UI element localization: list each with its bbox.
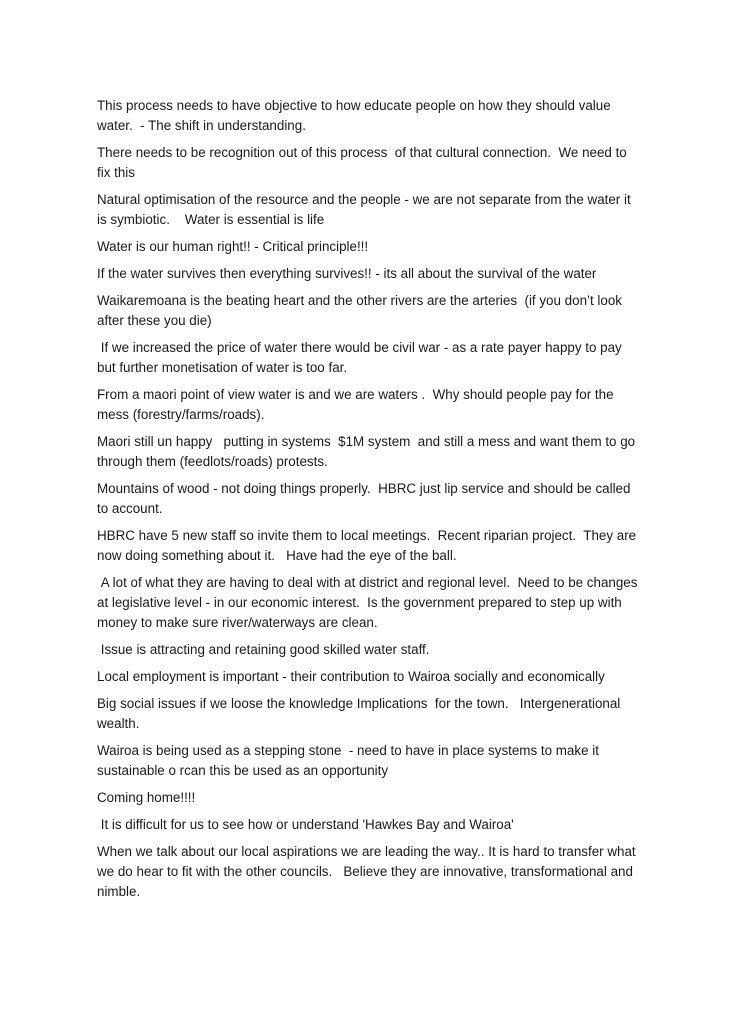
paragraph: If the water survives then everything survives!! - its all about the survival of the water	[97, 266, 597, 281]
paragraph: HBRC have 5 new staff so invite them to local meetings. Recent riparian project. They are now doing something about it. Have had the eye of the ball.	[97, 528, 640, 563]
paragraph: This process needs to have objective to how educate people on how they should value water. - The shift in understanding.	[97, 98, 615, 133]
paragraph: It is difficult for us to see how or understand 'Hawkes Bay and Wairoa'	[97, 817, 514, 832]
paragraph: Water is our human right!! - Critical principle!!!	[97, 239, 369, 254]
paragraph: Natural optimisation of the resource and the people - we are not separate from the water it is symbiotic. Water is essential is life	[97, 192, 635, 227]
paragraph: Mountains of wood - not doing things properly. HBRC just lip service and should be called to account.	[97, 481, 635, 516]
paragraph: Waikaremoana is the beating heart and the other rivers are the arteries (if you don’t look after these you die)	[97, 293, 626, 328]
paragraph: Coming home!!!!	[97, 790, 196, 805]
paragraph: Big social issues if we loose the knowledge Implications for the town. Intergenerational wealth.	[97, 696, 624, 731]
paragraph: Maori still un happy putting in systems $1M system and still a mess and want them to go through them (feedlots/roads) protests.	[97, 434, 639, 469]
paragraph: Issue is attracting and retaining good skilled water staff.	[97, 642, 430, 657]
paragraph: From a maori point of view water is and we are waters . Why should people pay for the mess (forestry/farms/roads).	[97, 387, 618, 422]
paragraph: If we increased the price of water there would be civil war - as a rate payer happy to pay but further monetisation of water is too far.	[97, 340, 626, 375]
paragraph: Local employment is important - their contribution to Wairoa socially and economically	[97, 669, 605, 684]
document-body	[97, 96, 642, 909]
paragraph: A lot of what they are having to deal with at district and regional level. Need to be changes at legislative level - in our economic interest. Is the government prepared to step up with money to make sure river/waterways are clean.	[97, 575, 642, 630]
paragraph: When we talk about our local aspirations we are leading the way.. It is hard to transfer what we do hear to fit with the other councils. Believe they are innovative, transformational and nimble.	[97, 844, 640, 899]
paragraph: Wairoa is being used as a stepping stone - need to have in place systems to make it sustainable o rcan this be used as an opportunity	[97, 743, 603, 778]
paragraph: There needs to be recognition out of this process of that cultural connection. We need to fix this	[97, 145, 631, 180]
